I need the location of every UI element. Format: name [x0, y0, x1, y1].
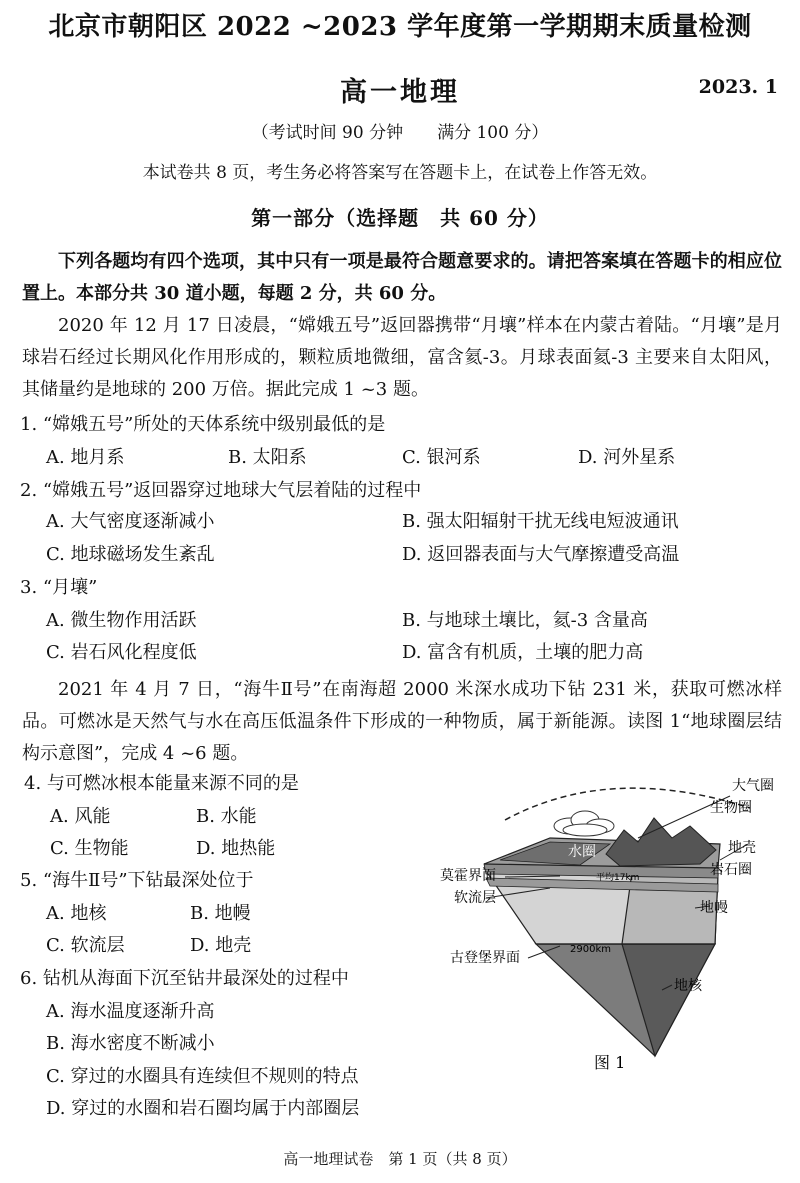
question-6-option-c: C. 穿过的水圈具有连续但不规则的特点: [46, 1066, 359, 1087]
question-1-option-c: C. 银河系: [402, 447, 481, 468]
label-lithosphere: 岩石圈: [710, 862, 752, 878]
passage-2: 2021 年 4 月 7 日，“海牛Ⅱ号”在南海超 2000 米深水成功下钻 231 米，获取可燃冰样品。可燃冰是天然气与水在高压低温条件下形成的一种物质，属于新能源。读图 1“地球圈层结构示意图”，完成 4 ~6 题。: [22, 679, 782, 764]
section-title: 第一部分（选择题 共 60 分）: [251, 206, 549, 230]
label-moho: 莫霍界面: [440, 868, 496, 884]
question-2-option-a: A. 大气密度逐渐减小: [46, 511, 215, 532]
exam-notice: 本试卷共 8 页，考生务必将答案写在答题卡上，在试卷上作答无效。: [142, 163, 658, 183]
question-2-option-b: B. 强太阳辐射干扰无线电短波通讯: [402, 511, 679, 532]
mountain-icon: [606, 818, 716, 866]
label-hydrosphere: 水圈: [568, 844, 596, 860]
question-4-option-b: B. 水能: [196, 806, 257, 827]
question-6-stem: 6. 钻机从海面下沉至钻井最深处的过程中: [20, 968, 349, 989]
cloud-icon: [554, 811, 614, 836]
question-6-option-a: A. 海水温度逐渐升高: [46, 1001, 215, 1022]
question-5-option-a: A. 地核: [46, 903, 107, 924]
label-crust: 地壳: [728, 840, 756, 856]
label-biosphere: 生物圈: [710, 800, 752, 816]
question-4-option-a: A. 风能: [50, 806, 111, 827]
subject-title: 高一地理: [340, 77, 460, 108]
question-3-option-b: B. 与地球土壤比，氦-3 含量高: [402, 610, 648, 631]
label-crust-depth: 平均17km: [596, 873, 640, 883]
question-5-option-b: B. 地幔: [190, 903, 251, 924]
figure-caption: 图 1: [594, 1053, 626, 1072]
question-4-stem: 4. 与可燃冰根本能量来源不同的是: [24, 773, 299, 794]
question-4-option-d: D. 地热能: [196, 838, 276, 859]
page-footer: 高一地理试卷 第 1 页（共 8 页）: [283, 1150, 517, 1168]
exam-date: 2023. 1: [698, 76, 778, 98]
passage-1: 2020 年 12 月 17 日凌晨，“嫦娥五号”返回器携带“月壤”样本在内蒙古着陆。“月壤”是月球岩石经过长期风化作用形成的，颗粒质地微细，富含氦-3。月球表面氦-3 主要来自太阳风，其储量约是地球的 200 万倍。据此完成 1 ~3 题。: [22, 315, 782, 400]
question-2-option-d: D. 返回器表面与大气摩擦遭受高温: [402, 544, 680, 565]
question-1-option-d: D. 河外星系: [578, 447, 676, 468]
earth-layers-figure: [410, 768, 790, 1098]
exam-title: 北京市朝阳区 2022 ~2023 学年度第一学期期末质量检测: [48, 12, 752, 42]
question-5-option-d: D. 地壳: [190, 935, 252, 956]
question-3-option-a: A. 微生物作用活跃: [46, 610, 197, 631]
label-core: 地核: [674, 978, 702, 994]
question-6-option-d: D. 穿过的水圈和岩石圈均属于内部圈层: [46, 1098, 360, 1119]
question-1-option-a: A. 地月系: [46, 447, 125, 468]
question-3-option-d: D. 富含有机质，土壤的肥力高: [402, 642, 644, 663]
question-2-option-c: C. 地球磁场发生紊乱: [46, 544, 215, 565]
question-1-stem: 1. “嫦娥五号”所处的天体系统中级别最低的是: [20, 414, 386, 435]
label-asthenosphere: 软流层: [454, 890, 496, 906]
exam-info: （考试时间 90 分钟 满分 100 分）: [251, 123, 549, 143]
question-6-option-b: B. 海水密度不断减小: [46, 1033, 215, 1054]
label-core-depth: 2900km: [570, 944, 611, 955]
question-2-stem: 2. “嫦娥五号”返回器穿过地球大气层着陆的过程中: [20, 480, 422, 501]
label-gutenberg: 古登堡界面: [450, 950, 520, 966]
question-3-option-c: C. 岩石风化程度低: [46, 642, 197, 663]
question-5-option-c: C. 软流层: [46, 935, 125, 956]
section-instruction: 下列各题均有四个选项，其中只有一项是最符合题意要求的。请把答案填在答题卡的相应位置上。本部分共 30 道小题，每题 2 分，共 60 分。: [22, 251, 782, 304]
question-3-stem: 3. “月壤”: [20, 577, 98, 598]
label-atmosphere: 大气圈: [732, 778, 774, 794]
question-1-option-b: B. 太阳系: [228, 447, 307, 468]
question-5-stem: 5. “海牛Ⅱ号”下钻最深处位于: [20, 870, 254, 891]
label-mantle: 地幔: [700, 900, 728, 916]
question-4-option-c: C. 生物能: [50, 838, 129, 859]
